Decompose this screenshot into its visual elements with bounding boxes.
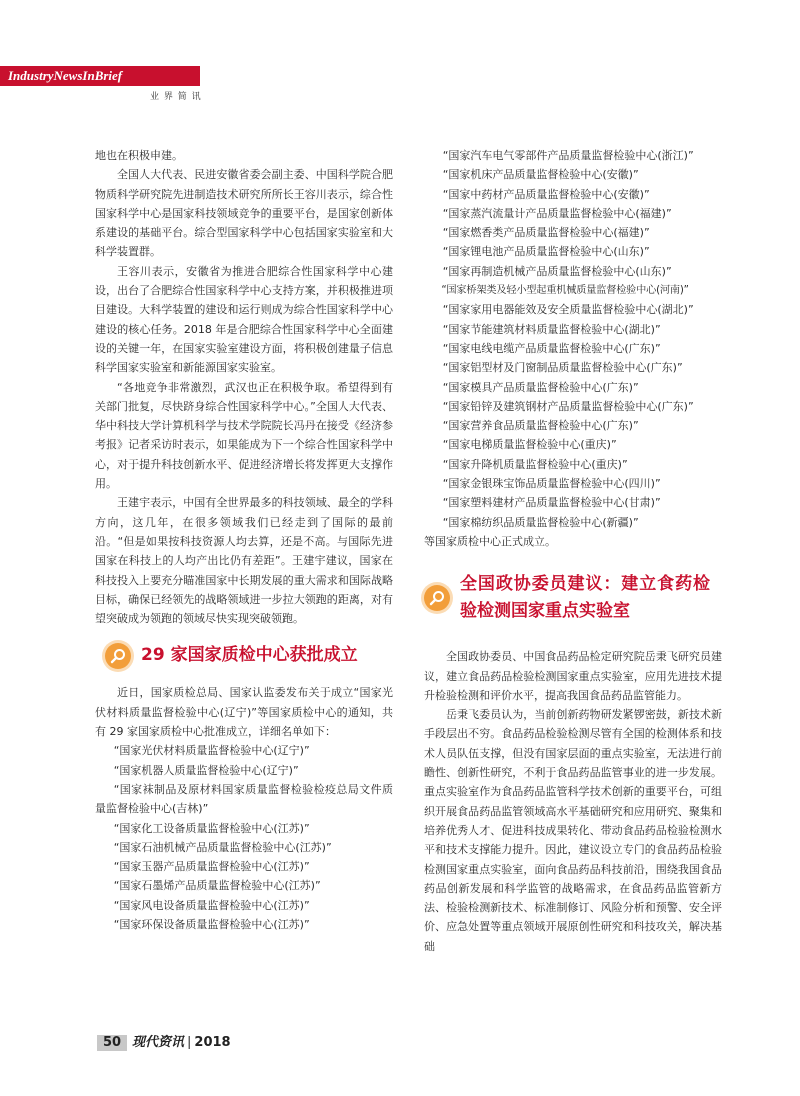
list-item: “国家机器人质量监督检验中心(辽宁)” [113,763,299,777]
list-item: “国家棉纺织品质量监督检验中心(新疆)” [442,515,639,529]
list-item: “国家营养食品质量监督检验中心(广东)” [442,419,639,433]
list-item: “国家风电设备质量监督检验中心(江苏)” [113,898,310,912]
list-item: “国家桥架类及轻小型起重机械质量监督检验中心(河南)” [441,285,689,297]
list-item: “国家铅锌及建筑钢材产品质量监督检验中心(广东)” [442,399,694,413]
paragraph: “各地竞争非常激烈，武汉也正在积极争取。希望得到有关部门批复，尽快跻身综合性国家科学中心。”全国人大代表、华中科技大学计算机科学与技术学院院长冯丹在接受《经济参考报》记者采访时表示，如果能成为下一个综合性国家科学中心，对于提升科技创新水平、促进经济增长将发挥更大支撑作用。 [95,380,393,491]
list-item: “国家电梯质量监督检验中心(重庆)” [442,438,617,452]
list-item: “国家化工设备质量监督检验中心(江苏)” [113,821,310,835]
paragraph: 全国人大代表、民进安徽省委会副主委、中国科学院合肥物质科学研究院先进制造技术研究所所长王容川表示，综合性国家科学中心是国家科技领域竞争的重要平台，是国家创新体系建设的基础平台。综合型国家科学中心包括国家实验室和大科学装置群。 [95,168,393,259]
list-item: “国家升降机质量监督检验中心(重庆)” [442,457,628,471]
list-item: “国家燃香类产品质量监督检验中心(福建)” [442,226,650,240]
paragraph: 近日，国家质检总局、国家认监委发布关于成立“国家光伏材料质量监督检验中心(辽宁)”等国家质检中心的通知，共有 29 家国家质检中心批准成立，详细名单如下： [95,686,393,739]
list-item: “国家锂电池产品质量监督检验中心(山东)” [442,245,650,259]
list-item: “国家铝型材及门窗制品质量监督检验中心(广东)” [442,361,683,375]
footer-magazine [132,1034,231,1052]
list-item: “国家玉器产品质量监督检验中心(江苏)” [113,860,310,874]
footer-year: 2018 [194,1035,231,1050]
section-heading-food-drug-lab [424,571,722,625]
list-item: “国家环保设备质量监督检验中心(江苏)” [113,917,310,931]
list-item: “国家汽车电气零部件产品质量监督检验中心(浙江)” [442,149,694,162]
footer-separator: | [187,1035,192,1050]
list-item: “国家模具产品质量监督检验中心(广东)” [442,380,639,394]
paragraph: 地也在积极申建。 [95,149,183,162]
paragraph: 等国家质检中心正式成立。 [424,534,556,548]
page-number: 50 [103,1035,122,1050]
header-brand: IndustryNewsInBrief [8,68,123,83]
right-column [424,146,722,956]
list-item: “国家中药材产品质量监督检验中心(安徽)” [442,187,650,201]
header-subtitle: 业 界 简 讯 [150,92,202,102]
list-item: “国家再制造机械产品质量监督检验中心(山东)” [442,264,672,278]
magnifier-icon [105,643,131,669]
left-column [95,146,393,934]
list-item: “国家节能建筑材料质量监督检验中心(湖北)” [442,322,661,336]
list-item: “国家机床产品质量监督检验中心(安徽)” [442,168,639,182]
list-item: “国家光伏材料质量监督检验中心(辽宁)” [113,744,310,758]
paragraph: 全国政协委员、中国食品药品检定研究院岳秉飞研究员建议，建立食品药品检验检测国家重点实验室，应用先进技术提升检验检测和评价水平，提高我国食品药品监管能力。 [424,650,722,702]
section-title: 29 家国家质检中心获批成立 [141,645,358,666]
magazine-name: 现代资讯 [132,1035,185,1050]
header-banner [0,66,200,86]
list-item: “国家电线电缆产品质量监督检验中心(广东)” [442,341,661,355]
section-heading-qc-centers [105,642,393,669]
paragraph: 王容川表示，安徽省为推进合肥综合性国家科学中心建设，出台了合肥综合性国家科学中心支持方案，并积极推进项目建设。大科学装置的建设和运行则成为综合性国家科学中心建设的核心任务。2018 年是合肥综合性国家科学中心全面建设的关键一年，在国家实验室建设方面，将积极创建量子信息科学国家实验室和新能源国家实验室。 [95,264,393,375]
paragraph: 王建宇表示，中国有全世界最多的科技领域、最全的学科方向，这几年，在很多领域我们已经走到了国际的最前沿。“但是如果按科技资源人均去算，还是不高。与国际先进国家在科技上的人均产出比仍有差距”。王建宇建议，国家在科技投入上要充分瞄准国家中长期发展的重大需求和国际战略目标，确保已经领先的战略领域进一步拉大领跑的距离，对有望突破成为领跑的领域尽快实现突破领跑。 [95,496,393,626]
paragraph: 岳秉飞委员认为，当前创新药物研发紧锣密鼓，新技术新手段层出不穷。食品药品检验检测尽管有全国的检测体系和技术人员队伍支撑，但没有国家层面的重点实验室，无法进行前瞻性、创新性研究，不利于食品药品监管事业的进一步发展。重点实验室作为食品药品监管科学技术创新的重要平台，可组织开展食品药品监管领域高水平基础研究和应用研究、聚集和培养优秀人才、促进科技成果转化、带动食品药品检验检测水平和技术支撑能力提升。因此，建议设立专门的食品药品检验检测国家重点实验室，面向食品药品科技前沿，围绕我国食品药品创新发展和科学监管的战略需求，在食品药品监管新方法、检验检测新技术、标准制修订、风险分析和预警、安全评价、应急处置等重点领域开展原创性研究和科技攻关，解决基础 [424,708,722,953]
list-item: “国家袜制品及原材料国家质量监督检验检疫总局文件质量监督检验中心(吉林)” [95,782,393,816]
list-item: “国家金银珠宝饰品质量监督检验中心(四川)” [442,477,661,491]
list-item: “国家石油机械产品质量监督检验中心(江苏)” [113,840,332,854]
section-title: 全国政协委员建议：建立食药检验检测国家重点实验室 [460,574,710,622]
list-item: “国家石墨烯产品质量监督检验中心(江苏)” [113,879,321,893]
list-item: “国家家用电器能效及安全质量监督检验中心(湖北)” [442,303,694,317]
list-item: “国家塑料建材产品质量监督检验中心(甘肃)” [442,496,661,510]
list-item: “国家蒸汽流量计产品质量监督检验中心(福建)” [442,206,672,220]
magnifier-icon [424,585,450,611]
